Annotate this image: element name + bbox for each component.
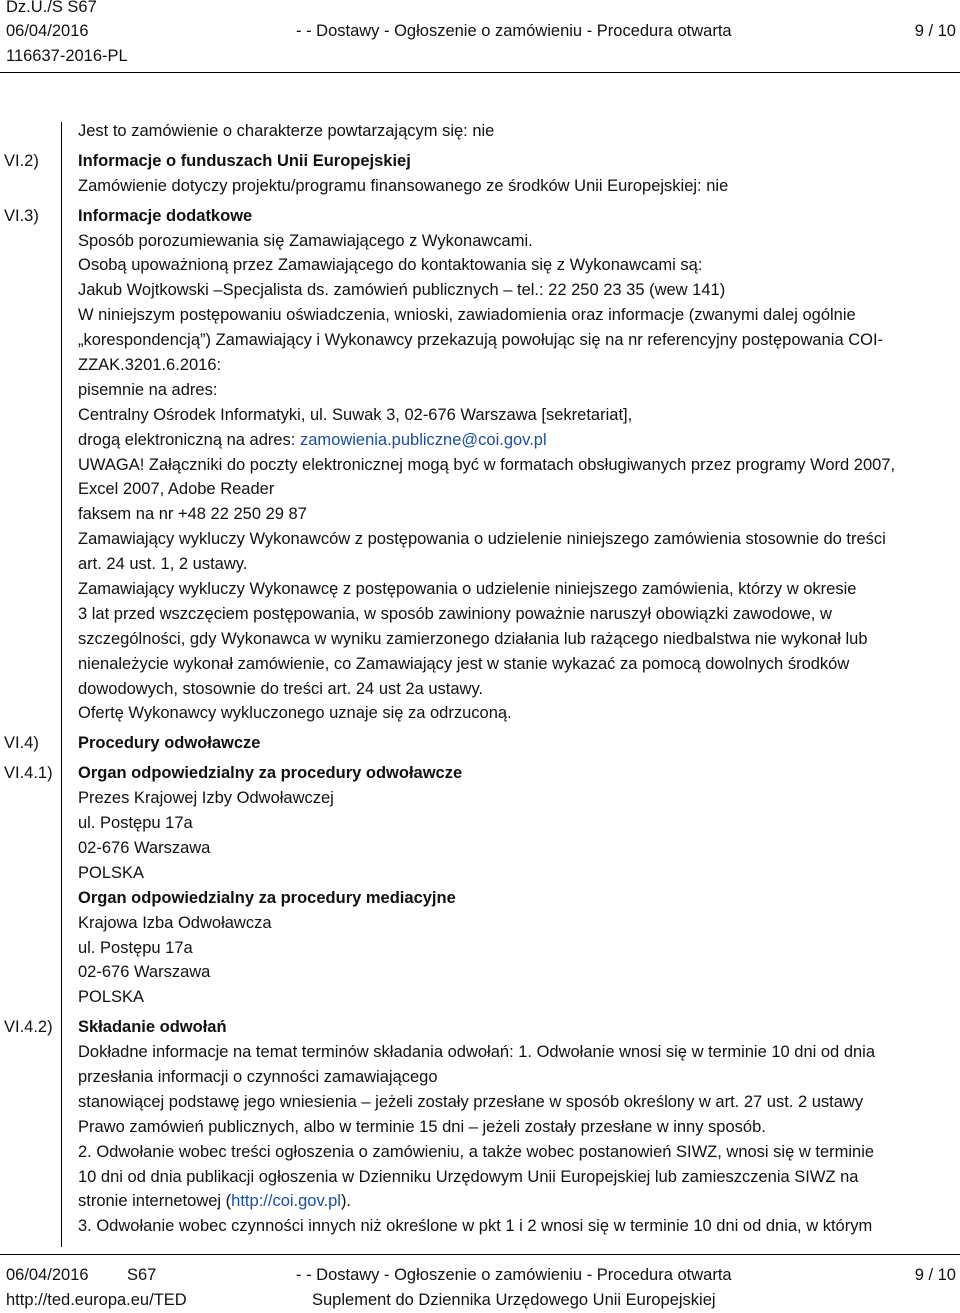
text-line: Dokładne informacje na temat terminów składania odwołań: 1. Odwołanie wnosi się w terminie 10 dni od dnia [78, 1043, 876, 1062]
appeal-body-name: Prezes Krajowej Izby Odwoławczej [78, 789, 334, 808]
footer-supplement: Suplement do Dziennika Urzędowego Unii Europejskiej [312, 1291, 716, 1309]
text-line: Excel 2007, Adobe Reader [78, 480, 275, 499]
footer-row-2 [0, 1288, 960, 1313]
appeal-body-country: POLSKA [78, 863, 145, 882]
text-line: przesłania informacji o czynności zamawiającego [78, 1067, 438, 1086]
text-line: 3 lat przed wszczęciem postępowania, w sposób zawiniony poważnie naruszył obowiązki zawodowe, w [78, 604, 832, 623]
mediation-body-heading: Organ odpowiedzialny za procedury mediacyjne [78, 888, 456, 907]
footer-notice-title: - - Dostawy - Ogłoszenie o zamówieniu - Procedura otwarta [296, 1266, 732, 1284]
header-notice-title: - - Dostawy - Ogłoszenie o zamówieniu - Procedura otwarta [296, 22, 732, 40]
footer-divider [0, 1254, 960, 1255]
text-line: pisemnie na adres: [78, 380, 218, 399]
eu-funds-line: Zamówienie dotyczy projektu/programu finansowanego ze środków Unii Europejskiej: nie [78, 176, 729, 195]
mediation-body-street: ul. Postępu 17a [78, 938, 193, 957]
text-line: „korespondencją”) Zamawiający i Wykonawcy przekazują powołując się na nr referencyjny postępowania COI- [78, 331, 884, 350]
email-link[interactable]: zamowienia.publiczne@coi.gov.pl [299, 430, 547, 449]
website-prefix: stronie internetowej ( [78, 1192, 232, 1211]
text-line: Osobą upoważnioną przez Zamawiającego do kontaktowania się z Wykonawcami są: [78, 256, 703, 275]
text-line: szczególności, gdy Wykonawca w wyniku zamierzonego działania lub rażącego niedbalstwa nie wykonał lub [78, 629, 868, 648]
contact-person-line: Jakub Wojtkowski –Specjalista ds. zamówień publicznych – tel.: 22 250 23 35 (wew 141) [78, 281, 726, 300]
footer-row-1 [0, 1263, 960, 1288]
website-line [78, 1189, 950, 1214]
additional-info-heading: Informacje dodatkowe [78, 206, 253, 225]
recurrence-line: Jest to zamówienie o charakterze powtarzającym się: nie [78, 122, 495, 140]
section-number-vi-4: VI.4) [4, 734, 39, 752]
email-label: drogą elektroniczną na adres: [78, 430, 300, 449]
header-page-number: 9 / 10 [914, 22, 956, 40]
text-line: art. 24 ust. 1, 2 ustawy. [78, 555, 248, 574]
footer-page-number: 9 / 10 [914, 1266, 956, 1284]
website-link[interactable]: http://coi.gov.pl [231, 1192, 341, 1211]
text-line: nienależycie wykonał zamówienie, co Zamawiający jest w stanie wykazać za pomocą dowolnych środków [78, 654, 850, 673]
section-column-divider [61, 122, 62, 1247]
mediation-body-country: POLSKA [78, 988, 145, 1007]
text-line: W niniejszym postępowaniu oświadczenia, wnioski, zawiadomienia oraz informacje (zwanymi dalej ogólnie [78, 306, 856, 325]
appeal-body-city: 02-676 Warszawa [78, 838, 211, 857]
notice-id: 116637-2016-PL [6, 47, 128, 65]
section-number-vi-2: VI.2) [4, 152, 39, 170]
text-line: 3. Odwołanie wobec czynności innych niż określone w pkt 1 i 2 wnosi się w terminie 10 dni od dnia, w którym [78, 1217, 873, 1236]
text-line: Ofertę Wykonawcy wykluczonego uznaje się za odrzuconą. [78, 704, 512, 723]
appeals-submission-heading: Składanie odwołań [78, 1018, 227, 1037]
email-line [78, 428, 950, 453]
footer-date: 06/04/2016 [6, 1266, 89, 1284]
eu-funds-heading: Informacje o funduszach Unii Europejskiej [78, 151, 411, 170]
text-line: 2. Odwołanie wobec treści ogłoszenia o zamówieniu, a także wobec postanowień SIWZ, wnosi się w terminie [78, 1142, 875, 1161]
header-row-1 [0, 0, 960, 20]
document-body [78, 119, 950, 1239]
appeal-procedures-heading: Procedury odwoławcze [78, 734, 261, 753]
text-line: 10 dni od dnia publikacji ogłoszenia w Dzienniku Urzędowym Unii Europejskiej lub zamieszczenia SIWZ na [78, 1167, 859, 1186]
header-divider [0, 72, 960, 73]
appeal-body-street: ul. Postępu 17a [78, 814, 193, 833]
mediation-body-name: Krajowa Izba Odwoławcza [78, 913, 272, 932]
text-line: stanowiącej podstawę jego wniesienia – jeżeli zostały przesłane w sposób określony w art. 27 ust. 2 ustawy [78, 1092, 864, 1111]
text-line: UWAGA! Załączniki do poczty elektronicznej mogą być w formatach obsługiwanych przez programy Word 2007, [78, 455, 896, 474]
mediation-body-city: 02-676 Warszawa [78, 963, 211, 982]
header-row-3 [0, 44, 960, 69]
appeal-body-heading: Organ odpowiedzialny za procedury odwoławcze [78, 764, 463, 783]
ted-url-link[interactable]: http://ted.europa.eu/TED [6, 1291, 187, 1309]
section-number-vi-3: VI.3) [4, 207, 39, 225]
text-line: Zamawiający wykluczy Wykonawców z postępowania o udzielenie niniejszego zamówienia stosownie do treści [78, 530, 886, 549]
text-line: Prawo zamówień publicznych, albo w terminie 15 dni – jeżeli zostały przesłane w inny sposób. [78, 1117, 766, 1136]
journal-ref: Dz.U./S S67 [6, 0, 97, 16]
postal-address-line: Centralny Ośrodek Informatyki, ul. Suwak 3, 02-676 Warszawa [sekretariat], [78, 405, 633, 424]
section-number-vi-4-1: VI.4.1) [4, 764, 53, 782]
section-number-vi-4-2: VI.4.2) [4, 1018, 53, 1036]
footer-series: S67 [127, 1266, 157, 1284]
header-row-2 [0, 19, 960, 44]
website-suffix: ). [340, 1192, 352, 1211]
fax-line: faksem na nr +48 22 250 29 87 [78, 505, 307, 524]
reference-number-line: ZZAK.3201.6.2016: [78, 356, 222, 375]
header-date: 06/04/2016 [6, 22, 89, 40]
text-line: Zamawiający wykluczy Wykonawcę z postępowania o udzielenie niniejszego zamówienia, którzy w okresie [78, 580, 857, 599]
text-line: dowodowych, stosownie do treści art. 24 ust 2a ustawy. [78, 679, 484, 698]
text-line: Sposób porozumiewania się Zamawiającego z Wykonawcami. [78, 231, 533, 250]
